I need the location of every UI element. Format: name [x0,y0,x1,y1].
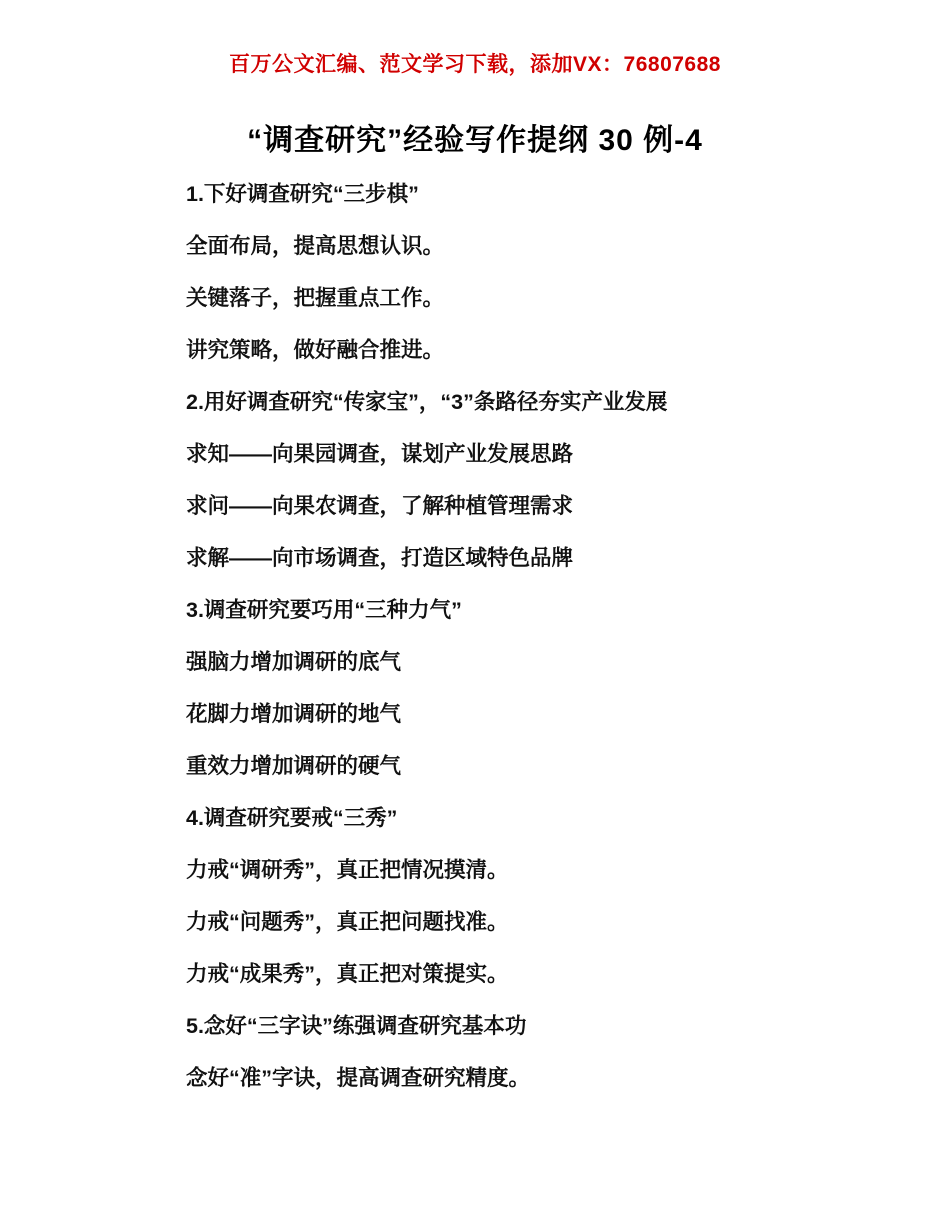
body-line: 4.调查研究要戒“三秀” [186,806,398,830]
body-line: 花脚力增加调研的地气 [186,702,402,726]
body-line: 求问——向果农调查，了解种植管理需求 [186,494,574,518]
body-line: 2.用好调查研究“传家宝”，“3”条路径夯实产业发展 [186,390,668,414]
body-line: 力戒“调研秀”，真正把情况摸清。 [186,858,509,882]
body-line: 讲究策略，做好融合推进。 [186,338,445,362]
body-line: 3.调查研究要巧用“三种力气” [186,598,462,622]
document-body [186,168,846,1104]
body-line: 求解——向市场调查，打造区域特色品牌 [186,546,574,570]
body-line: 求知——向果园调查，谋划产业发展思路 [186,442,574,466]
watermark-text: 百万公文汇编、范文学习下载，添加VX：76807688 [229,53,721,76]
body-line: 全面布局，提高思想认识。 [186,234,445,258]
body-line: 关键落子，把握重点工作。 [186,286,445,310]
body-line: 重效力增加调研的硬气 [186,754,402,778]
body-line: 力戒“问题秀”，真正把问题找准。 [186,910,509,934]
body-line: 力戒“成果秀”，真正把对策提实。 [186,962,509,986]
page-title: “调查研究”经验写作提纲 30 例-4 [247,124,703,157]
body-line: 5.念好“三字诀”练强调查研究基本功 [186,1014,527,1038]
body-line: 念好“准”字诀，提高调查研究精度。 [186,1066,531,1090]
body-line: 1.下好调查研究“三步棋” [186,182,419,206]
body-line: 强脑力增加调研的底气 [186,650,402,674]
